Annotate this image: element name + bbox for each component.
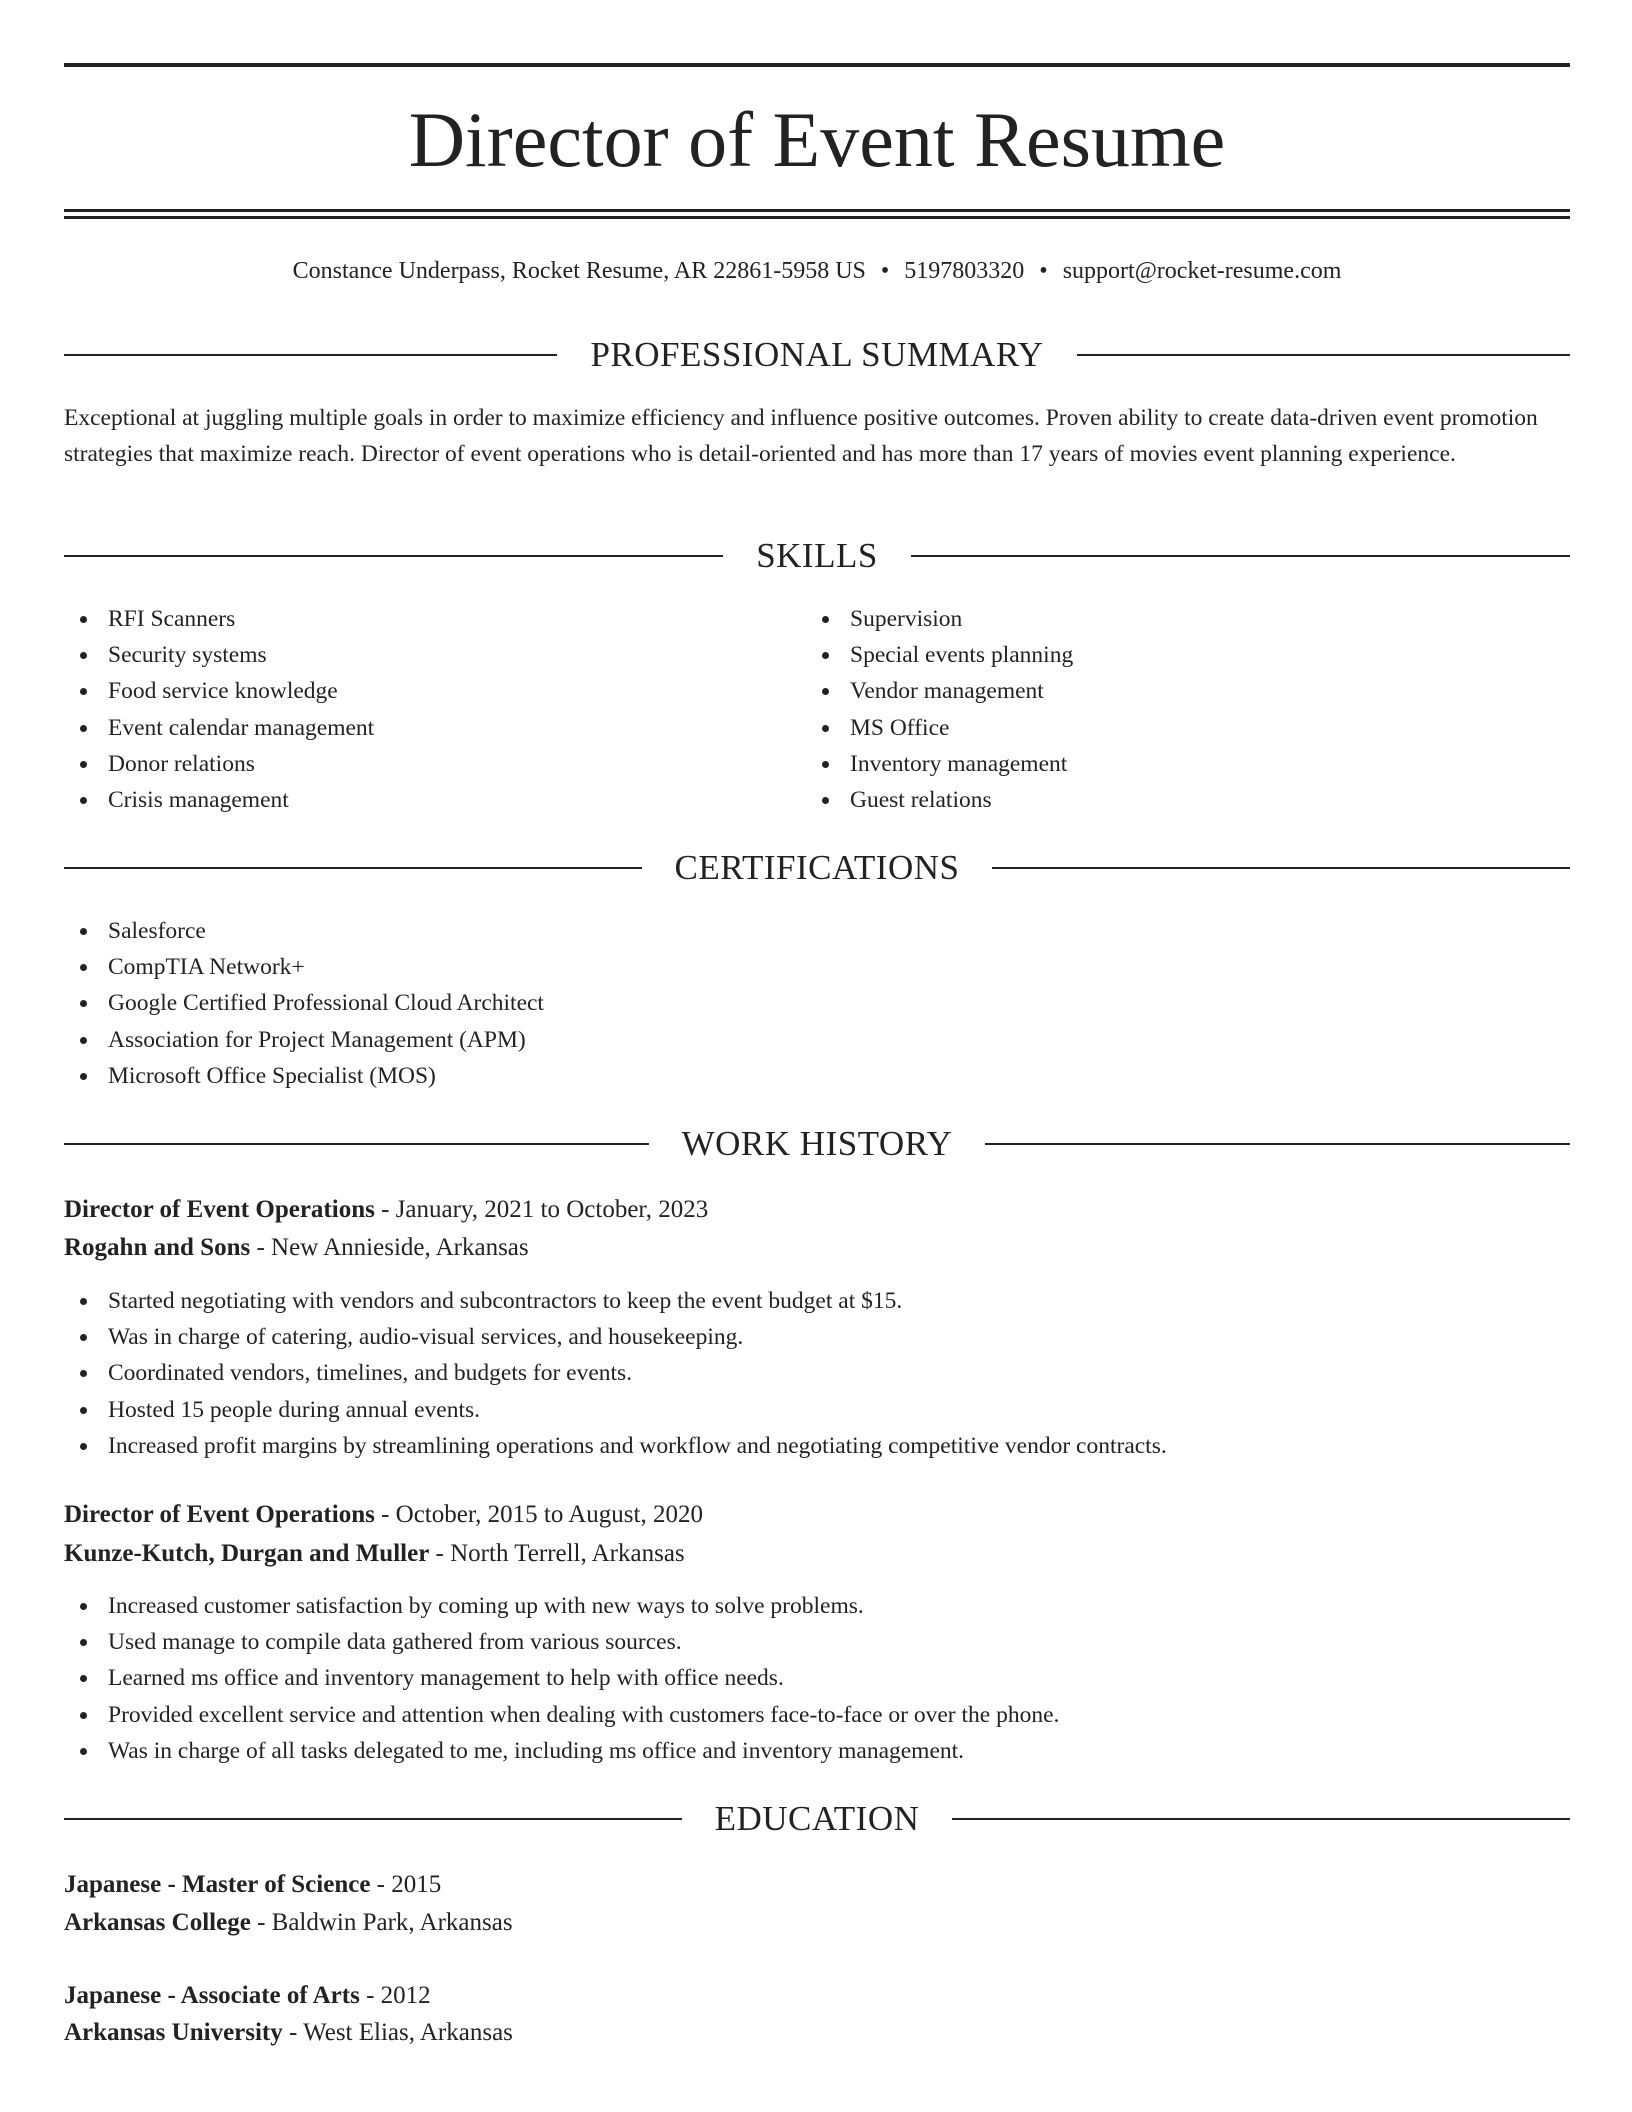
skills-list-left <box>64 601 374 818</box>
education-degree-line <box>64 1977 431 2015</box>
job-dates: - October, 2015 to August, 2020 <box>374 1501 703 1528</box>
work-history-heading-label: WORK HISTORY <box>681 1124 953 1163</box>
heading-rule-right <box>952 1818 1570 1820</box>
certification-item: Google Certified Professional Cloud Architect <box>64 985 544 1021</box>
job-bullet: Provided excellent service and attention when dealing with customers face-to-face or over the phone. <box>64 1697 1059 1733</box>
title-double-rule-upper <box>64 209 1570 212</box>
heading-rule-right <box>1077 354 1570 356</box>
skill-item: Security systems <box>64 637 374 673</box>
summary-heading <box>64 333 1570 377</box>
top-rule <box>64 63 1570 67</box>
education-year: - 2015 <box>370 1871 442 1898</box>
education-school-line <box>64 2014 513 2052</box>
contact-address: Constance Underpass, Rocket Resume, AR 22861-5958 US <box>292 258 866 284</box>
job-dates: - January, 2021 to October, 2023 <box>374 1196 709 1223</box>
education-degree-line <box>64 1866 441 1904</box>
certifications-heading <box>64 846 1570 890</box>
job-bullets <box>64 1283 1167 1464</box>
job-title-line <box>64 1191 708 1229</box>
job-bullet: Increased profit margins by streamlining operations and workflow and negotiating competitive vendor contracts. <box>64 1428 1167 1464</box>
job-bullet: Learned ms office and inventory management to help with office needs. <box>64 1660 1059 1696</box>
heading-rule-left <box>64 555 723 557</box>
skill-item: Supervision <box>806 601 1073 637</box>
skill-item: Food service knowledge <box>64 673 374 709</box>
page-title: Director of Event Resume <box>408 96 1226 183</box>
job-bullet: Was in charge of all tasks delegated to me, including ms office and inventory management. <box>64 1733 1059 1769</box>
certification-item: Association for Project Management (APM) <box>64 1022 544 1058</box>
education-school-line <box>64 1904 513 1942</box>
skills-heading-label: SKILLS <box>756 536 878 575</box>
education-year: - 2012 <box>359 1982 431 2009</box>
job-title: Director of Event Operations <box>64 1196 375 1223</box>
heading-rule-right <box>911 555 1570 557</box>
work-history-heading <box>64 1122 1570 1166</box>
education-school: Arkansas University <box>64 2019 283 2046</box>
contact-separator: • <box>880 258 890 284</box>
heading-rule-left <box>64 1143 649 1145</box>
skill-item: Guest relations <box>806 782 1073 818</box>
skill-item: Event calendar management <box>64 710 374 746</box>
contact-line <box>64 254 1570 288</box>
education-location: - West Elias, Arkansas <box>282 2019 513 2046</box>
certifications-list <box>64 913 544 1094</box>
skill-item: Special events planning <box>806 637 1073 673</box>
certifications-heading-label: CERTIFICATIONS <box>674 848 960 887</box>
job-company: Rogahn and Sons <box>64 1234 251 1261</box>
heading-rule-left <box>64 354 557 356</box>
education-location: - Baldwin Park, Arkansas <box>250 1909 513 1936</box>
job-title-line <box>64 1496 703 1534</box>
job-bullets <box>64 1588 1059 1769</box>
job-location: - New Annieside, Arkansas <box>250 1234 529 1261</box>
skills-heading <box>64 534 1570 578</box>
job-bullet: Used manage to compile data gathered from various sources. <box>64 1624 1059 1660</box>
skill-item: Donor relations <box>64 746 374 782</box>
job-location: - North Terrell, Arkansas <box>429 1540 685 1567</box>
certification-item: Salesforce <box>64 913 544 949</box>
job-company-line <box>64 1229 529 1267</box>
job-company-line <box>64 1535 685 1573</box>
education-school: Arkansas College <box>64 1909 251 1936</box>
job-bullet: Increased customer satisfaction by coming up with new ways to solve problems. <box>64 1588 1059 1624</box>
skill-item: RFI Scanners <box>64 601 374 637</box>
skills-list-right <box>806 601 1073 818</box>
summary-heading-label: PROFESSIONAL SUMMARY <box>590 335 1044 374</box>
certification-item: CompTIA Network+ <box>64 949 544 985</box>
job-title: Director of Event Operations <box>64 1501 375 1528</box>
skill-item: Crisis management <box>64 782 374 818</box>
education-heading-label: EDUCATION <box>714 1799 920 1838</box>
heading-rule-right <box>985 1143 1570 1145</box>
certification-item: Microsoft Office Specialist (MOS) <box>64 1058 544 1094</box>
contact-email: support@rocket-resume.com <box>1062 258 1342 284</box>
job-bullet: Was in charge of catering, audio-visual services, and housekeeping. <box>64 1319 1167 1355</box>
job-company: Kunze-Kutch, Durgan and Muller <box>64 1540 430 1567</box>
contact-separator: • <box>1039 258 1048 284</box>
education-heading <box>64 1797 1570 1841</box>
job-bullet: Hosted 15 people during annual events. <box>64 1392 1167 1428</box>
heading-rule-left <box>64 867 642 869</box>
job-bullet: Started negotiating with vendors and subcontractors to keep the event budget at $15. <box>64 1283 1167 1319</box>
heading-rule-right <box>992 867 1570 869</box>
heading-rule-left <box>64 1818 682 1820</box>
skill-item: MS Office <box>806 710 1073 746</box>
education-degree: Japanese - Master of Science <box>64 1871 371 1898</box>
skill-item: Vendor management <box>806 673 1073 709</box>
contact-phone: 5197803320 <box>904 258 1025 284</box>
skill-item: Inventory management <box>806 746 1073 782</box>
education-degree: Japanese - Associate of Arts <box>64 1982 360 2009</box>
summary-text: Exceptional at juggling multiple goals in order to maximize efficiency and influence positive outcomes. Proven ability to create data-driven event promotion strategies that maximize reach. Director of event operations who is detail-oriented and has more than 17 years of movies event planning experience. <box>64 405 1538 467</box>
title-double-rule-lower <box>64 216 1570 219</box>
job-bullet: Coordinated vendors, timelines, and budgets for events. <box>64 1355 1167 1391</box>
